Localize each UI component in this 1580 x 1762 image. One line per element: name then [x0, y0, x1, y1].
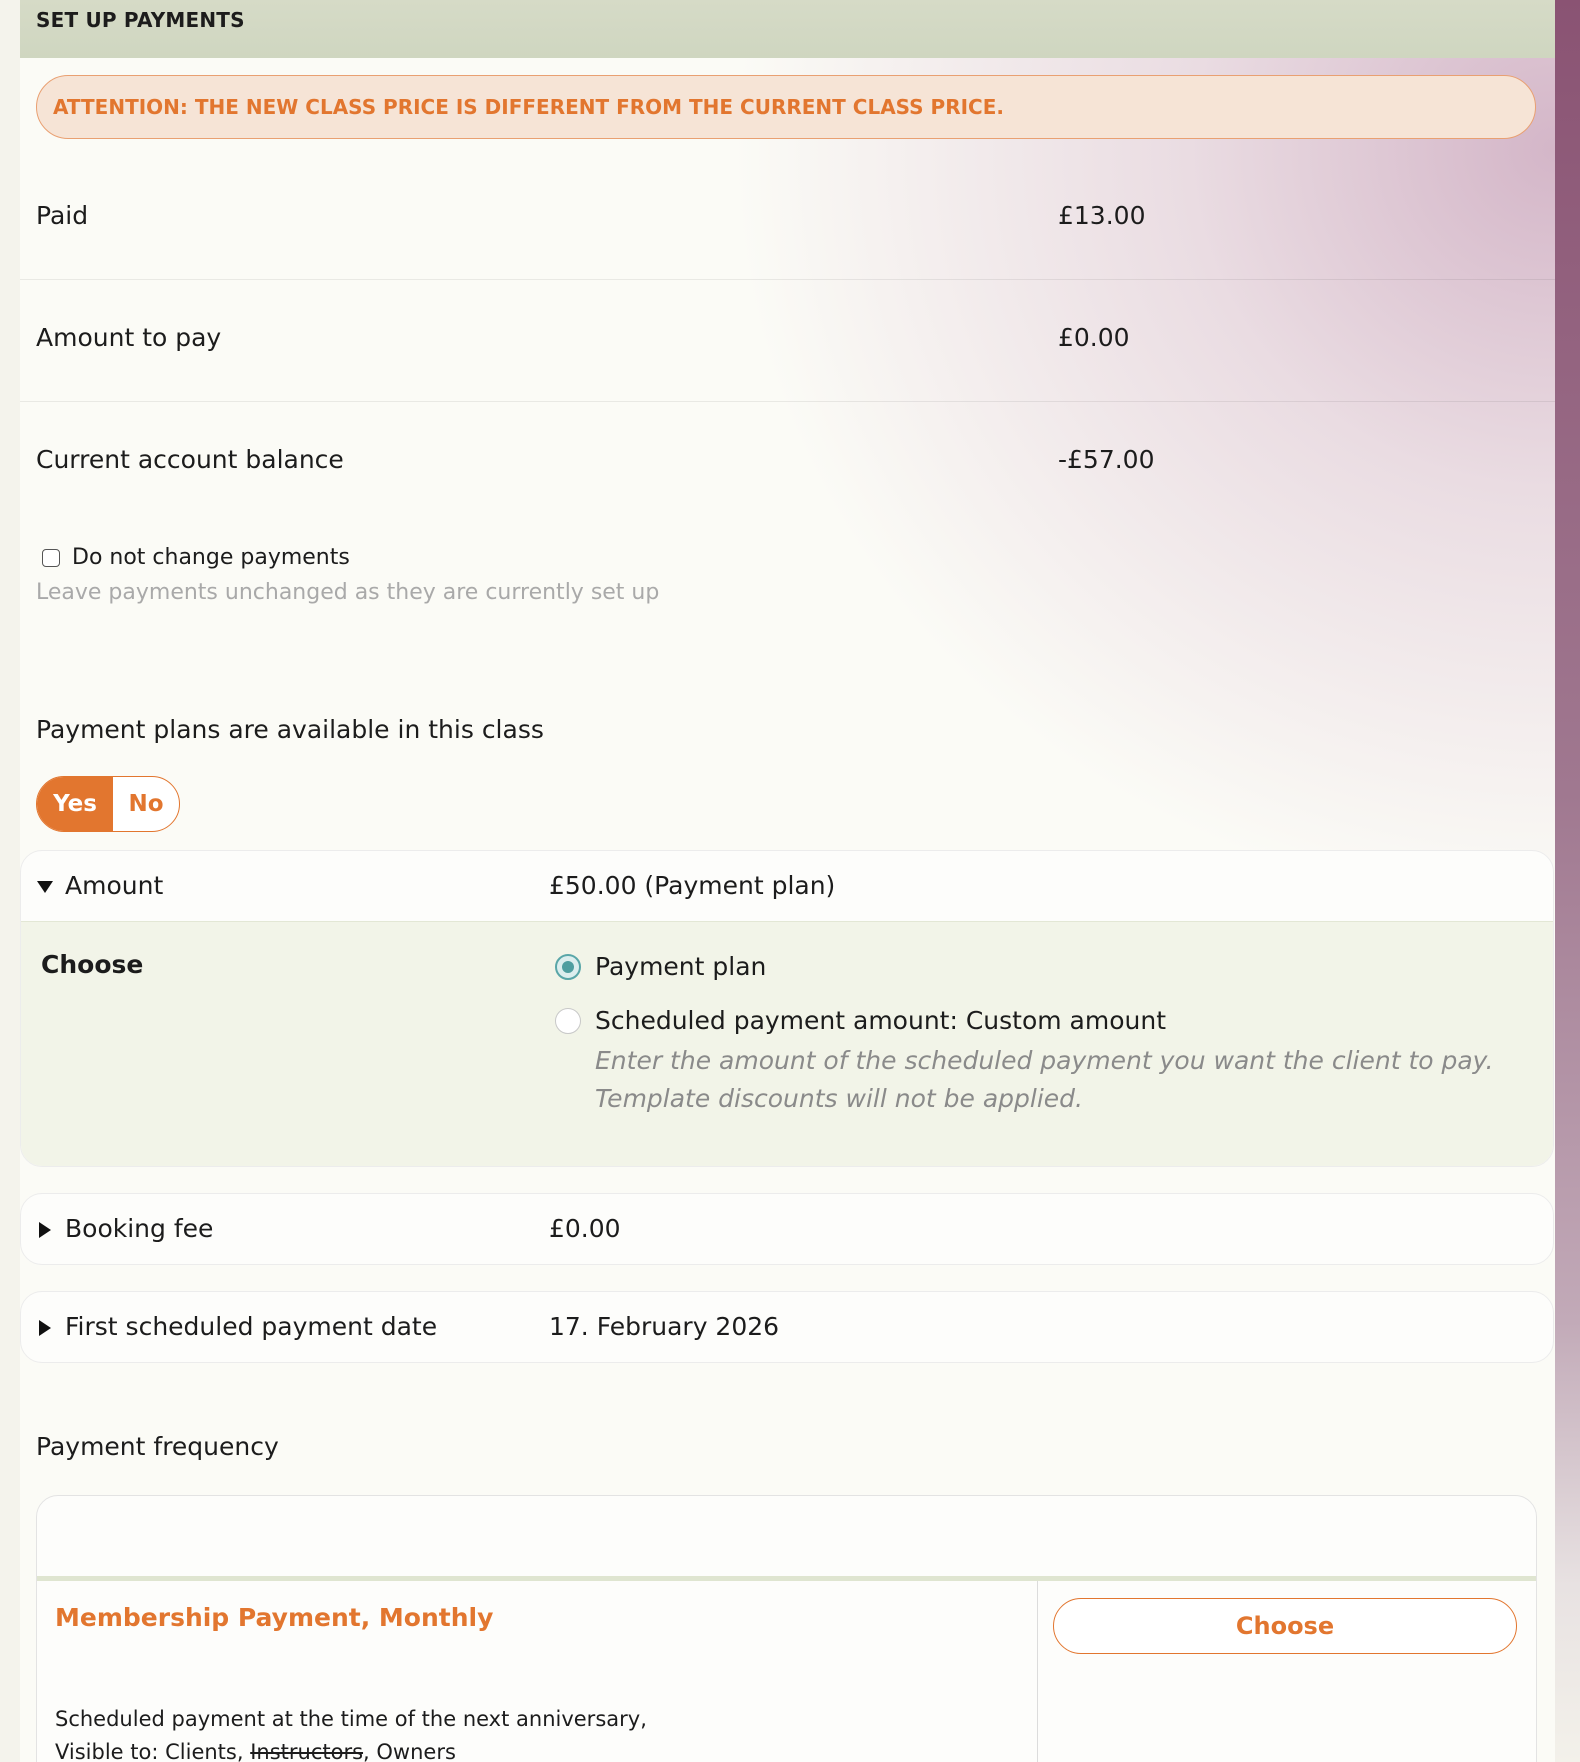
- do-not-change-option[interactable]: [42, 545, 350, 570]
- booking-fee-label: Booking fee: [65, 1214, 214, 1243]
- booking-fee-accordion: [20, 1193, 1554, 1265]
- plan-desc-line1: Scheduled payment at the time of the next anniversary,: [55, 1707, 647, 1731]
- summary-row-paid: [20, 157, 1555, 280]
- amount-to-pay-value: £0.00: [1058, 323, 1130, 352]
- caret-down-icon: [37, 881, 53, 893]
- panel-header: [20, 0, 1555, 58]
- amount-accordion-header[interactable]: [21, 851, 1553, 921]
- first-payment-accordion: [20, 1291, 1554, 1363]
- do-not-change-label[interactable]: Do not change payments: [72, 545, 350, 570]
- paid-value: £13.00: [1058, 201, 1146, 230]
- summary-row-amount-to-pay: [20, 279, 1555, 402]
- custom-amount-hint-line1: Enter the amount of the scheduled payment you want the client to pay.: [595, 1046, 1494, 1075]
- booking-fee-accordion-header[interactable]: [21, 1194, 1553, 1264]
- caret-right-icon: [39, 1222, 51, 1238]
- first-payment-value: 17. February 2026: [549, 1312, 780, 1341]
- balance-label: Current account balance: [36, 445, 344, 474]
- payment-plans-toggle[interactable]: [36, 776, 180, 832]
- plan-description: [55, 1703, 647, 1762]
- payment-frequency-label: Payment frequency: [36, 1432, 279, 1461]
- scrollbar[interactable]: [1555, 0, 1580, 1762]
- price-change-alert: [36, 75, 1536, 139]
- panel-title: SET UP PAYMENTS: [36, 8, 245, 32]
- first-payment-label: First scheduled payment date: [65, 1312, 438, 1341]
- custom-amount-radio[interactable]: [555, 1008, 581, 1034]
- payment-plans-label: Payment plans are available in this class: [36, 715, 544, 744]
- amount-value: £50.00 (Payment plan): [549, 871, 836, 900]
- option-custom-amount[interactable]: [555, 1006, 1166, 1035]
- paid-label: Paid: [36, 201, 89, 230]
- toggle-no-button[interactable]: No: [128, 791, 164, 817]
- amount-accordion: [20, 850, 1554, 1167]
- plan-visibility: [55, 1736, 647, 1762]
- plan-info-cell: [37, 1581, 1038, 1762]
- amount-to-pay-label: Amount to pay: [36, 323, 222, 352]
- summary-row-balance: [20, 401, 1555, 523]
- booking-fee-value: £0.00: [549, 1214, 621, 1243]
- choose-plan-button[interactable]: Choose: [1053, 1598, 1517, 1654]
- visible-suffix: , Owners: [363, 1740, 456, 1762]
- setup-payments-panel: [20, 0, 1555, 1762]
- visible-struck: Instructors: [250, 1740, 364, 1762]
- custom-amount-hint-line2: Template discounts will not be applied.: [595, 1084, 1083, 1113]
- do-not-change-checkbox[interactable]: [42, 549, 60, 567]
- custom-amount-radio-label[interactable]: Scheduled payment amount: Custom amount: [595, 1006, 1167, 1035]
- alert-text: ATTENTION: THE NEW CLASS PRICE IS DIFFERENT FROM THE CURRENT CLASS PRICE.: [53, 95, 1004, 119]
- payment-plan-radio[interactable]: [555, 954, 581, 980]
- amount-label: Amount: [65, 871, 164, 900]
- toggle-yes-button[interactable]: Yes: [37, 777, 113, 831]
- choose-label: Choose: [41, 950, 144, 979]
- option-payment-plan[interactable]: [555, 952, 766, 981]
- caret-right-icon: [39, 1320, 51, 1336]
- plan-name: Membership Payment, Monthly: [55, 1603, 494, 1632]
- do-not-change-helper: Leave payments unchanged as they are currently set up: [36, 580, 660, 605]
- payment-frequency-table: [36, 1495, 1537, 1762]
- first-payment-accordion-header[interactable]: [21, 1292, 1553, 1362]
- balance-value: -£57.00: [1058, 445, 1155, 474]
- visible-prefix: Visible to: Clients,: [55, 1740, 251, 1762]
- payment-plan-radio-label[interactable]: Payment plan: [595, 952, 767, 981]
- amount-accordion-body: [21, 921, 1553, 1166]
